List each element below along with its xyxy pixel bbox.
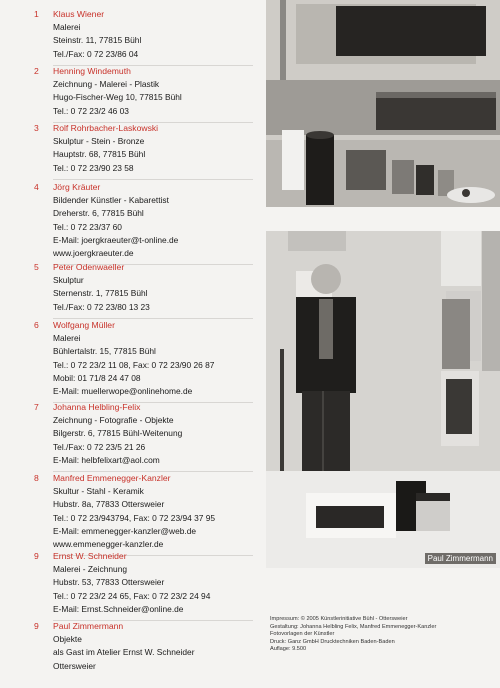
artist-detail: Skulptur (53, 275, 84, 286)
artist-detail: E-Mail: Ernst.Schneider@online.de (53, 603, 184, 614)
artist-detail: www.emmenegger-kanzler.de (53, 539, 164, 549)
artist-detail: Hauptstr. 68, 77815 Bühl (53, 149, 146, 160)
artist-detail: Hugo-Fischer-Weg 10, 77815 Bühl (53, 92, 182, 103)
artist-number: 6 (34, 320, 39, 330)
artist-name: Peter Odenwaeller (53, 262, 125, 272)
artist-detail: Bilgerstr. 6, 77815 Bühl-Weitenung (53, 428, 183, 439)
artist-detail: E-Mail: muellerwope@onlinehome.de (53, 386, 193, 396)
artist-detail: Skultur - Stahl - Keramik (53, 486, 144, 497)
artist-number: 7 (34, 402, 39, 412)
artist-name: Paul Zimmermann (53, 621, 124, 631)
artist-name: Klaus Wiener (53, 9, 105, 19)
artist-detail: Tel./Fax: 0 72 23/80 13 23 (53, 301, 150, 312)
portrait-caption: Paul Zimmermann (425, 553, 496, 564)
artist-name: Rolf Rohrbacher-Laskowski (53, 123, 159, 133)
impressum-line: Impressum: © 2005 Künstlerinitiative Bühl - Ottersweier (270, 616, 408, 622)
impressum-line: Fotovorlagen der Künstler (270, 631, 335, 638)
artist-detail: als Gast im Atelier Ernst W. Schneider (53, 647, 195, 658)
artist-detail: Skulptur - Stein - Bronze (53, 136, 145, 147)
artist-name: Manfred Emmenegger-Kanzler (53, 473, 171, 483)
artist-detail: www.joergkraeuter.de (53, 248, 134, 258)
artist-name: Henning Windemuth (53, 66, 131, 76)
artist-detail: Malerei - Zeichnung (53, 564, 128, 575)
artist-detail: Dreherstr. 6, 77815 Bühl (53, 208, 144, 219)
impressum-line: Gestaltung: Johanna Helbling Felix, Manfred Emmenegger-Kanzler (270, 623, 437, 630)
artist-name: Wolfgang Müller (53, 320, 115, 330)
artist-detail: Hubstr. 53, 77833 Ottersweier (53, 577, 165, 588)
portrait-photo (266, 231, 500, 568)
impressum-line: Auflage: 9.500 (270, 646, 307, 653)
artist-detail: Tel.: 0 72 23/2 46 03 (53, 105, 129, 116)
artist-detail: Mobil: 01 71/8 24 47 08 (53, 372, 141, 383)
artist-number: 9 (34, 551, 39, 561)
portrait-photo-image (266, 231, 500, 568)
artist-number: 1 (34, 9, 39, 19)
artist-number: 9 (34, 621, 39, 631)
artist-detail: Sternenstr. 1, 77815 Bühl (53, 288, 148, 299)
artist-detail: Tel.: 0 72 23/2 24 65, Fax: 0 72 23/2 24 94 (53, 590, 211, 601)
artist-number: 4 (34, 182, 39, 192)
artist-number: 8 (34, 473, 39, 483)
artist-number: 5 (34, 262, 39, 272)
studio-photo-image (266, 0, 500, 207)
artist-detail: Tel.: 0 72 23/37 60 (53, 221, 122, 232)
artist-detail: Objekte (53, 634, 82, 645)
impressum (270, 616, 495, 654)
artist-name: Jörg Kräuter (53, 182, 101, 192)
artist-name: Ernst W. Schneider (53, 551, 127, 561)
artist-number: 2 (34, 66, 39, 76)
artist-detail: Bildender Künstler - Kabarettist (53, 195, 169, 206)
artist-detail: E-Mail: helbfelixart@aol.com (53, 454, 160, 465)
artist-detail: Zeichnung - Fotografie - Objekte (53, 415, 174, 426)
artist-detail: Bühlertalstr. 15, 77815 Bühl (53, 346, 156, 357)
artist-detail: Hubstr. 8a, 77833 Ottersweier (53, 499, 165, 510)
artist-detail: E-Mail: joergkraeuter@t-online.de (53, 234, 179, 245)
artist-detail: Tel.: 0 72 23/2 11 08, Fax: 0 72 23/90 26 87 (53, 359, 215, 370)
artist-detail: Tel./Fax: 0 72 23/5 21 26 (53, 441, 146, 452)
artist-detail: Ottersweier (53, 660, 96, 671)
artist-number: 3 (34, 123, 39, 133)
studio-photo (266, 0, 500, 207)
artist-name: Johanna Helbling-Felix (53, 402, 141, 412)
artist-detail: Steinstr. 11, 77815 Bühl (53, 35, 142, 46)
artist-detail: E-Mail: emmenegger-kanzler@web.de (53, 525, 197, 536)
artist-detail: Tel./Fax: 0 72 23/86 04 (53, 48, 139, 59)
artist-detail: Zeichnung - Malerei - Plastik (53, 79, 160, 90)
artist-detail: Malerei (53, 333, 81, 344)
artist-detail: Tel.: 0 72 23/943794, Fax: 0 72 23/94 37 95 (53, 512, 216, 523)
artist-detail: Malerei (53, 22, 81, 33)
impressum-line: Druck: Ganz GmbH Drucktechniken Baden-Baden (270, 638, 395, 645)
entry-divider (53, 179, 253, 180)
artist-detail: Tel.: 0 72 23/90 23 58 (53, 162, 134, 173)
